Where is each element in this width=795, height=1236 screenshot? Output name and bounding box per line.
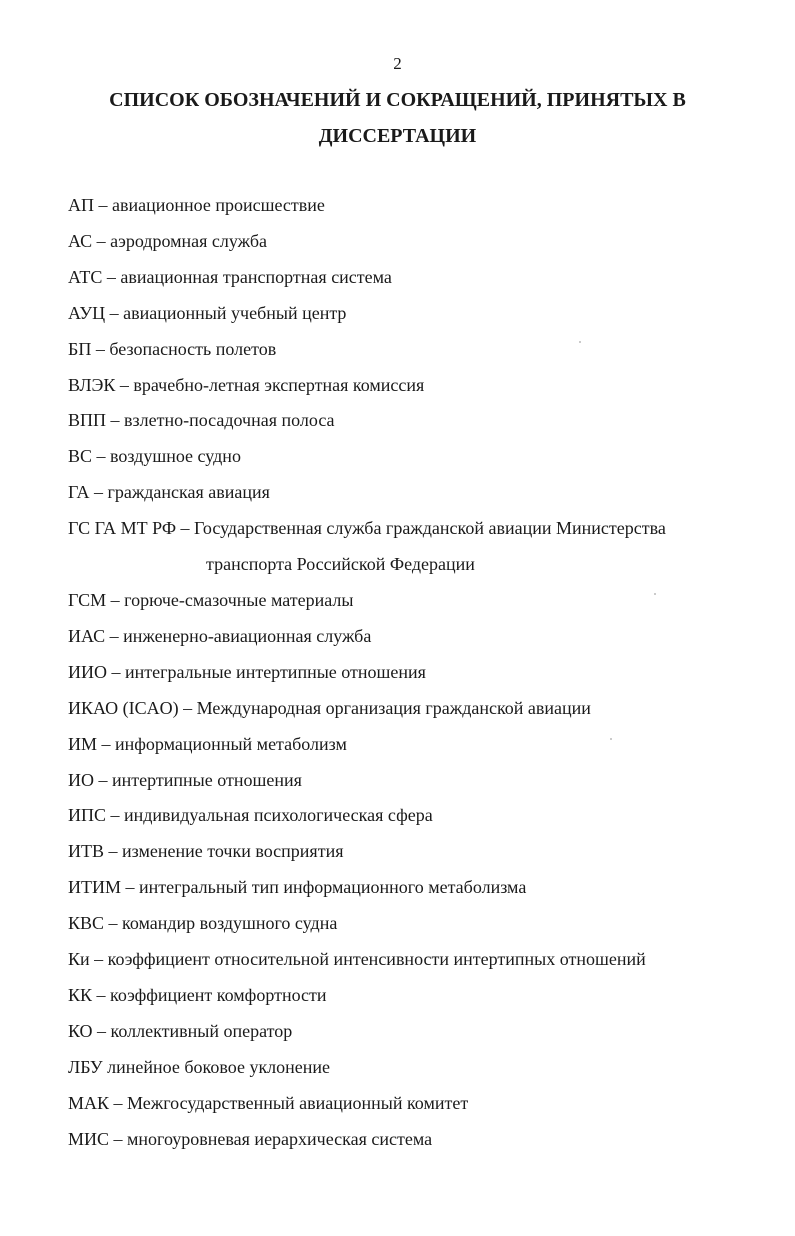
list-item bbox=[68, 655, 768, 691]
list-item bbox=[68, 583, 768, 619]
entry-text: ИАС – инженерно-авиационная служба bbox=[68, 625, 372, 646]
scan-speck bbox=[610, 738, 612, 740]
entry-text: ЛБУ линейное боковое уклонение bbox=[68, 1056, 331, 1077]
page-title bbox=[0, 82, 795, 154]
entry-text: КК – коэффициент комфортности bbox=[68, 984, 327, 1005]
entry-text: ГСМ – горюче-смазочные материалы bbox=[68, 589, 354, 610]
entry-text: АС – аэродромная служба bbox=[68, 230, 267, 251]
list-item bbox=[68, 619, 768, 655]
entry-text: ИО – интертипные отношения bbox=[68, 769, 302, 790]
scan-speck bbox=[579, 341, 581, 343]
list-item bbox=[68, 224, 768, 260]
entry-text: АП – авиационное происшествие bbox=[68, 195, 325, 215]
entry-text: МАК – Межгосударственный авиационный комитет bbox=[68, 1092, 469, 1113]
list-item bbox=[68, 763, 768, 799]
list-item bbox=[68, 942, 768, 978]
list-item bbox=[68, 1122, 768, 1158]
entry-text: АУЦ – авиационный учебный центр bbox=[68, 302, 347, 323]
list-item bbox=[68, 296, 768, 332]
entry-text: ИТИМ – интегральный тип информационного метаболизма bbox=[68, 877, 527, 898]
list-item bbox=[68, 403, 768, 439]
entry-text: ИМ – информационный метаболизм bbox=[68, 733, 347, 754]
list-item bbox=[68, 978, 768, 1014]
list-item bbox=[68, 727, 768, 763]
entry-continuation: транспорта Российской Федерации bbox=[206, 554, 475, 575]
entry-text: Ки – коэффициент относительной интенсивности интертипных отношений bbox=[68, 949, 646, 970]
page-number: 2 bbox=[393, 54, 402, 73]
list-item bbox=[68, 1014, 768, 1050]
list-item bbox=[68, 439, 768, 475]
title-line-2: ДИССЕРТАЦИИ bbox=[318, 125, 477, 147]
list-item bbox=[68, 332, 768, 368]
entry-text: ГА – гражданская авиация bbox=[68, 482, 270, 503]
list-item bbox=[68, 511, 768, 583]
entry-text: БП – безопасность полетов bbox=[68, 338, 277, 359]
entry-text: ИТВ – изменение точки восприятия bbox=[68, 841, 344, 862]
scan-speck bbox=[654, 593, 656, 595]
title-line-1: СПИСОК ОБОЗНАЧЕНИЙ И СОКРАЩЕНИЙ, ПРИНЯТЫХ В bbox=[109, 89, 686, 111]
entry-text: КВС – командир воздушного судна bbox=[68, 913, 338, 934]
entry-text: ВС – воздушное судно bbox=[68, 446, 241, 467]
entry-text: ИКАО (ICAO) – Международная организация гражданской авиации bbox=[68, 697, 591, 718]
list-item bbox=[68, 691, 768, 727]
list-item bbox=[68, 906, 768, 942]
entry-text: АТС – авиационная транспортная система bbox=[68, 266, 392, 287]
list-item bbox=[68, 870, 768, 906]
entry-text: ИПС – индивидуальная психологическая сфера bbox=[68, 805, 433, 826]
list-item bbox=[68, 798, 768, 834]
list-item bbox=[68, 368, 768, 404]
list-item bbox=[68, 834, 768, 870]
entry-text: МИС – многоуровневая иерархическая система bbox=[68, 1128, 433, 1149]
list-item bbox=[68, 1086, 768, 1122]
entry-text: ВЛЭК – врачебно-летная экспертная комиссия bbox=[68, 374, 425, 395]
list-item bbox=[68, 1050, 768, 1086]
entry-text: КО – коллективный оператор bbox=[68, 1020, 293, 1041]
entry-text: ГС ГА МТ РФ – Государственная служба гражданской авиации Министерства bbox=[68, 518, 666, 539]
list-item bbox=[68, 188, 768, 224]
entry-text: ИИО – интегральные интертипные отношения bbox=[68, 661, 426, 682]
entry-text: ВПП – взлетно-посадочная полоса bbox=[68, 410, 335, 431]
list-item bbox=[68, 475, 768, 511]
abbreviation-list bbox=[68, 188, 768, 1157]
list-item bbox=[68, 260, 768, 296]
